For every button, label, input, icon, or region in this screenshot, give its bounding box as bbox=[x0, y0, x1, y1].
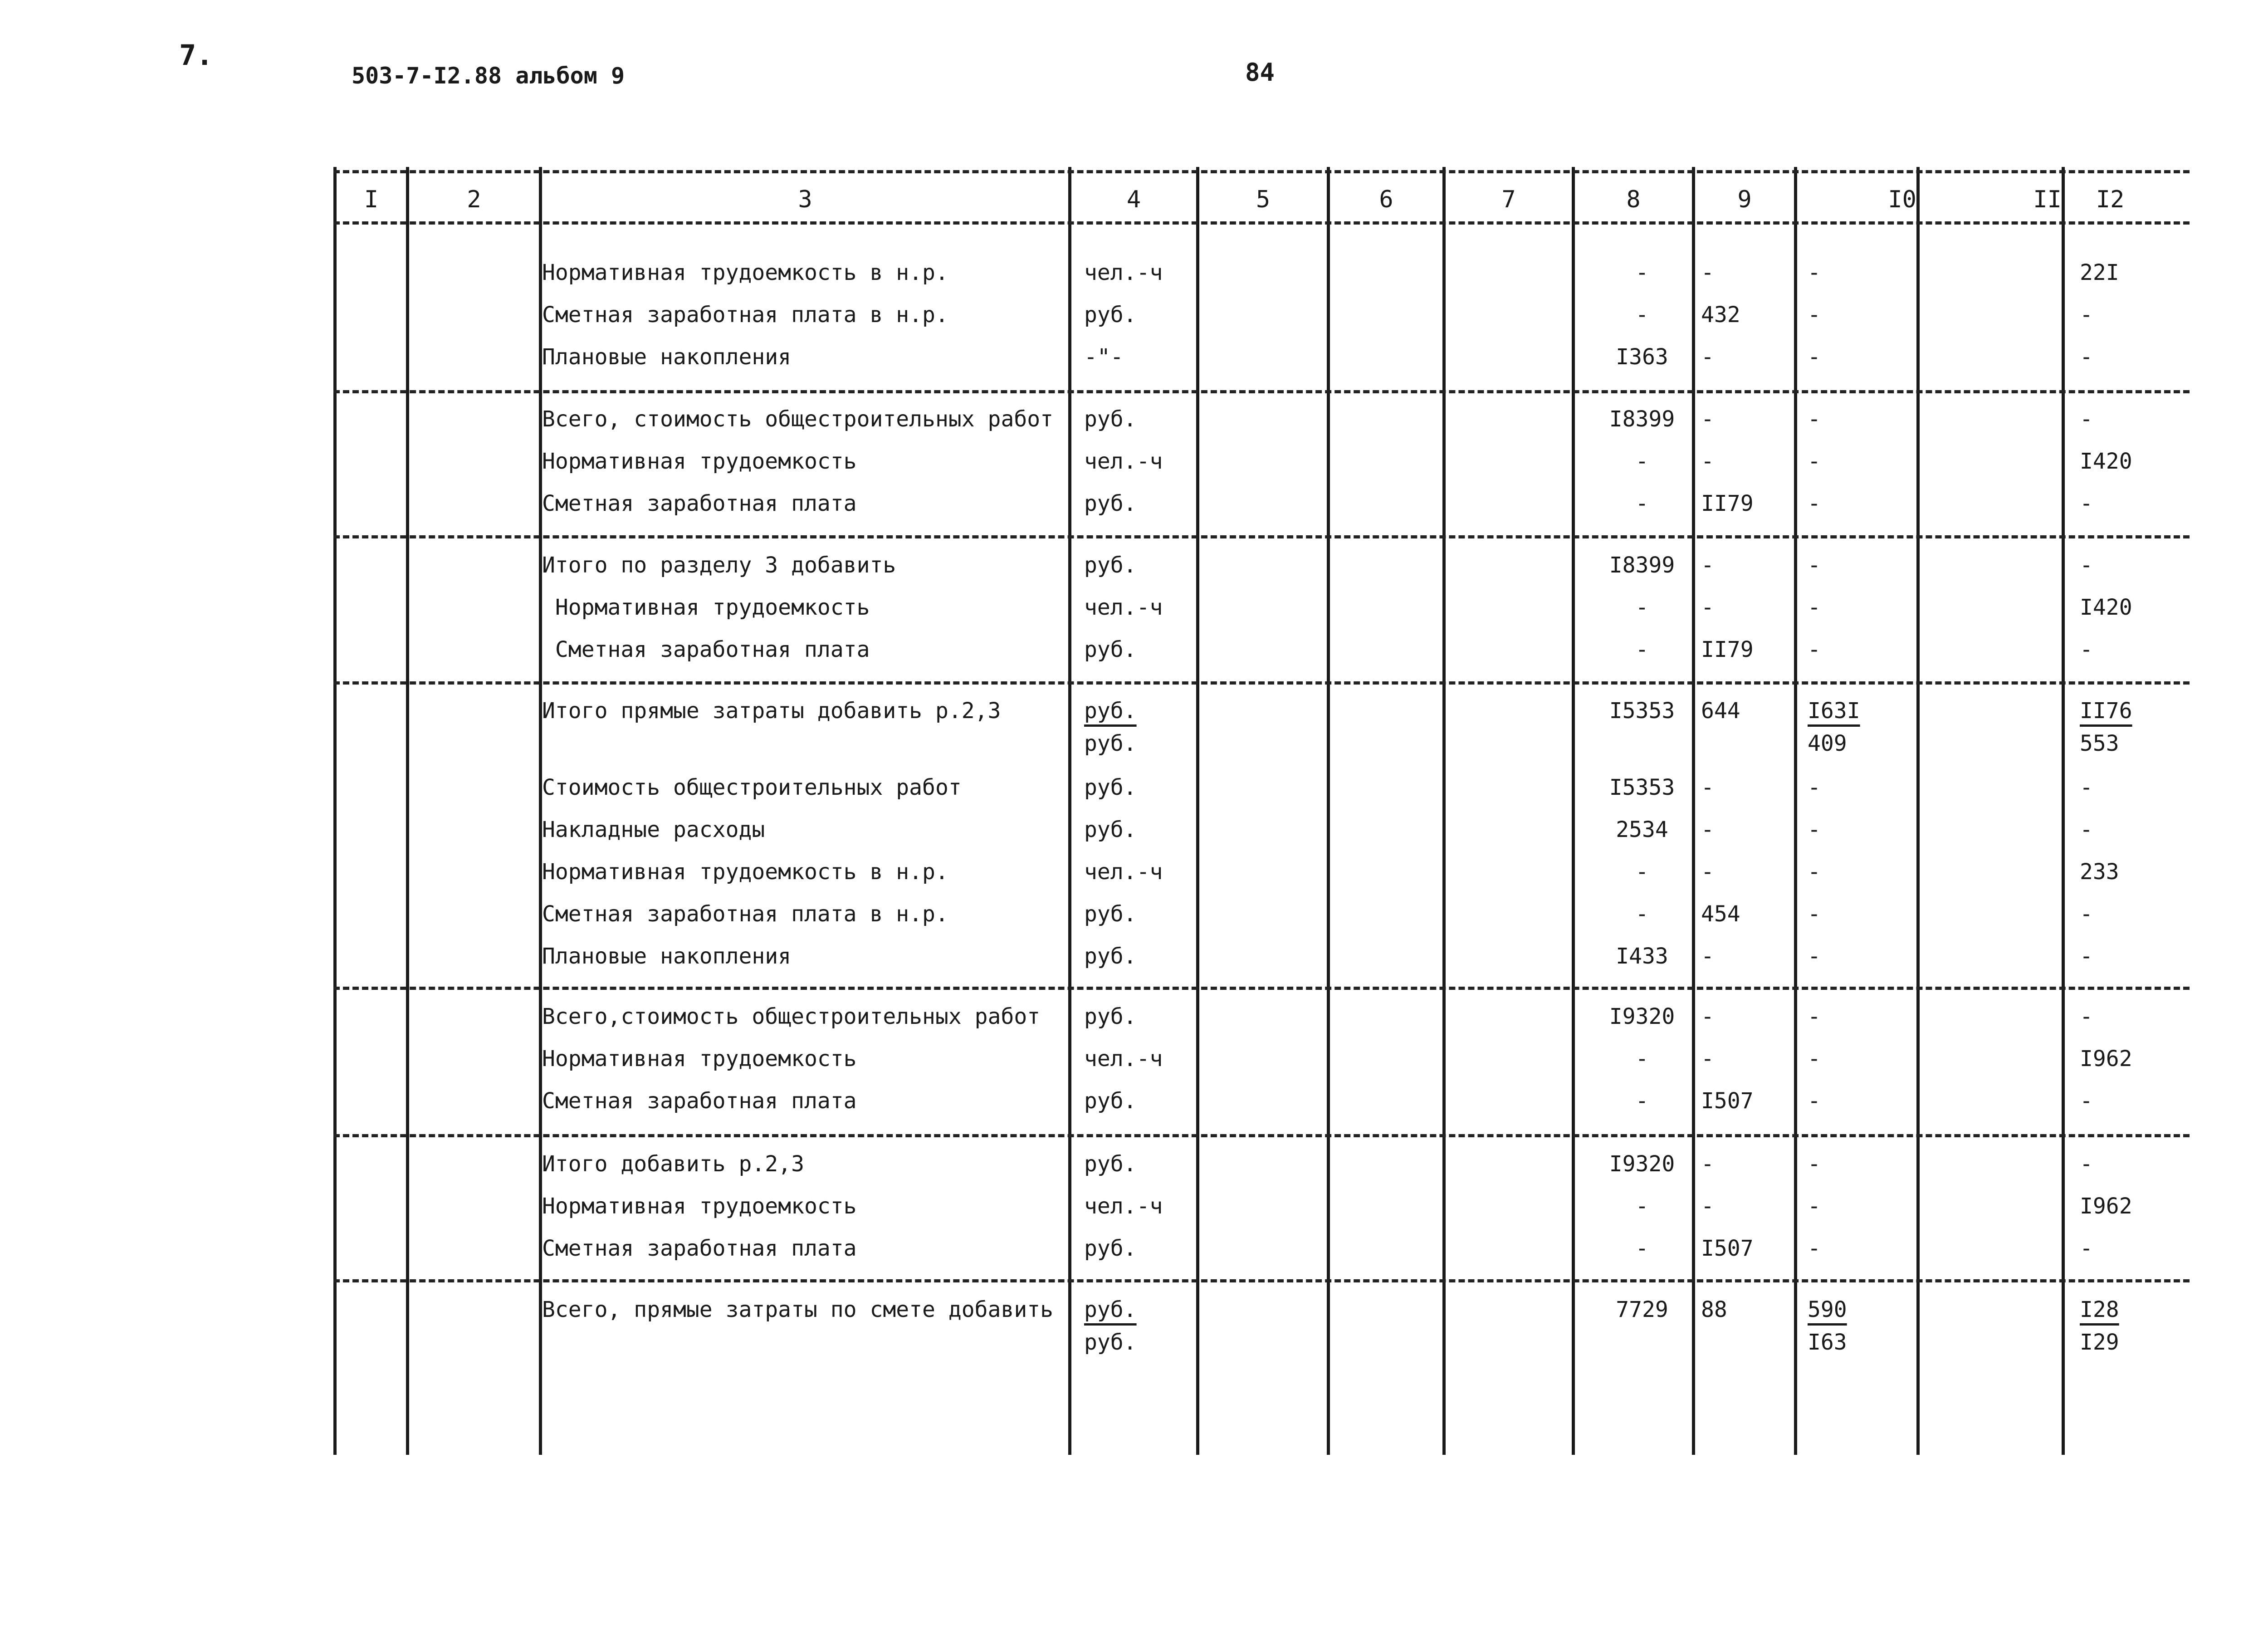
col10-value: - bbox=[1808, 302, 1821, 328]
col12-value: - bbox=[2080, 553, 2093, 578]
col8-value: - bbox=[1635, 1046, 1649, 1071]
item-name: Сметная заработная плата bbox=[542, 1236, 857, 1261]
item-unit: руб. bbox=[1084, 1004, 1137, 1029]
col10-value: I63I bbox=[1808, 698, 1860, 724]
col8-value: I363 bbox=[1616, 344, 1668, 370]
item-name: Сметная заработная плата в н.р. bbox=[542, 901, 948, 927]
item-unit: руб. bbox=[1084, 1151, 1137, 1177]
item-unit: руб. bbox=[1084, 637, 1137, 662]
table-row bbox=[0, 694, 2268, 762]
item-name: Сметная заработная плата в н.р. bbox=[542, 302, 948, 328]
item-name: Нормативная трудоемкость bbox=[542, 1194, 857, 1219]
col12-value: - bbox=[2080, 302, 2093, 328]
col12-value-secondary: 553 bbox=[2080, 731, 2119, 756]
item-name: Всего, стоимость общестроительных работ bbox=[542, 406, 1054, 432]
table-row bbox=[0, 483, 2268, 525]
item-unit: руб. bbox=[1084, 775, 1137, 800]
table-row bbox=[0, 1080, 2268, 1122]
column-header: II bbox=[2033, 186, 2062, 213]
col9-value: - bbox=[1701, 944, 1714, 969]
item-unit-secondary: руб. bbox=[1084, 1330, 1137, 1355]
column-header: 9 bbox=[1737, 186, 1752, 213]
item-unit: чел.-ч bbox=[1084, 449, 1163, 474]
item-unit: руб. bbox=[1084, 491, 1137, 516]
column-header: I0 bbox=[1888, 186, 1916, 213]
col12-value: I962 bbox=[2080, 1194, 2132, 1219]
section-separator bbox=[333, 987, 2190, 990]
col12-value: - bbox=[2080, 1236, 2093, 1261]
item-name: Нормативная трудоемкость bbox=[542, 1046, 857, 1071]
col12-value: II76 bbox=[2080, 698, 2132, 724]
col9-value: 644 bbox=[1701, 698, 1740, 724]
col9-value: - bbox=[1701, 260, 1714, 285]
item-name: Плановые накопления bbox=[542, 944, 792, 969]
column-header: 6 bbox=[1379, 186, 1393, 213]
item-name: Сметная заработная плата bbox=[542, 1088, 857, 1114]
col10-value: - bbox=[1808, 491, 1821, 516]
item-unit: руб. bbox=[1084, 1088, 1137, 1114]
col8-value: 7729 bbox=[1616, 1297, 1668, 1322]
corner-mark: 7. bbox=[179, 39, 213, 72]
col10-value: - bbox=[1808, 859, 1821, 885]
document-code: 503-7-I2.88 альбом 9 bbox=[352, 63, 625, 89]
col9-value: - bbox=[1701, 344, 1714, 370]
page-number: 84 bbox=[1245, 58, 1275, 87]
col8-value: 2534 bbox=[1616, 817, 1668, 842]
col10-value-secondary: 409 bbox=[1808, 731, 1847, 756]
col12-value: - bbox=[2080, 491, 2093, 516]
col10-value: - bbox=[1808, 1151, 1821, 1177]
col12-value: - bbox=[2080, 775, 2093, 800]
column-header: 8 bbox=[1626, 186, 1641, 213]
col10-value: - bbox=[1808, 595, 1821, 620]
header-separator bbox=[333, 221, 2190, 225]
col9-value: - bbox=[1701, 1004, 1714, 1029]
item-name: Стоимость общестроительных работ bbox=[542, 775, 962, 800]
col8-value: I9320 bbox=[1609, 1151, 1675, 1177]
col9-value: II79 bbox=[1701, 491, 1754, 516]
col9-value: - bbox=[1701, 775, 1714, 800]
table-row bbox=[0, 1185, 2268, 1228]
item-name: Итого по разделу 3 добавить bbox=[542, 553, 896, 578]
item-name: Накладные расходы bbox=[542, 817, 765, 842]
col9-value: - bbox=[1701, 406, 1714, 432]
column-header: 7 bbox=[1501, 186, 1516, 213]
col9-value: I507 bbox=[1701, 1236, 1754, 1261]
column-header: I bbox=[364, 186, 379, 213]
col9-value: - bbox=[1701, 449, 1714, 474]
col8-value: I8399 bbox=[1609, 553, 1675, 578]
table-row bbox=[0, 935, 2268, 978]
col12-value: I420 bbox=[2080, 595, 2132, 620]
col12-value: - bbox=[2080, 901, 2093, 927]
section-separator bbox=[333, 681, 2190, 685]
section-separator bbox=[333, 1134, 2190, 1137]
col12-value: - bbox=[2080, 1088, 2093, 1114]
item-unit: руб. bbox=[1084, 406, 1137, 432]
table-row bbox=[0, 587, 2268, 629]
col10-value: - bbox=[1808, 1046, 1821, 1071]
col12-value: - bbox=[2080, 944, 2093, 969]
item-name: Всего, прямые затраты по смете добавить bbox=[542, 1297, 1054, 1322]
item-name: Сметная заработная плата bbox=[542, 491, 857, 516]
column-header: I2 bbox=[2096, 186, 2125, 213]
col12-value-secondary: I29 bbox=[2080, 1330, 2119, 1355]
col9-value: - bbox=[1701, 1046, 1714, 1071]
item-name: Нормативная трудоемкость bbox=[542, 595, 870, 620]
item-unit: руб. bbox=[1084, 944, 1137, 969]
table-row bbox=[0, 809, 2268, 851]
item-unit: чел.-ч bbox=[1084, 1194, 1163, 1219]
item-unit-secondary: руб. bbox=[1084, 731, 1137, 756]
col9-value: - bbox=[1701, 859, 1714, 885]
col12-value: 233 bbox=[2080, 859, 2119, 885]
item-name: Нормативная трудоемкость в н.р. bbox=[542, 260, 948, 285]
item-name: Нормативная трудоемкость в н.р. bbox=[542, 859, 948, 885]
item-unit: руб. bbox=[1084, 1297, 1137, 1322]
col9-value: - bbox=[1701, 817, 1714, 842]
col10-value: - bbox=[1808, 1088, 1821, 1114]
col10-value: - bbox=[1808, 406, 1821, 432]
col8-value: I8399 bbox=[1609, 406, 1675, 432]
item-unit: руб. bbox=[1084, 1236, 1137, 1261]
item-unit: руб. bbox=[1084, 553, 1137, 578]
section-separator bbox=[333, 535, 2190, 538]
item-unit: -"- bbox=[1084, 344, 1124, 370]
col12-value: I962 bbox=[2080, 1046, 2132, 1071]
table-row bbox=[0, 996, 2268, 1038]
table-row bbox=[0, 1228, 2268, 1270]
col12-value: - bbox=[2080, 637, 2093, 662]
col8-value: - bbox=[1635, 1194, 1649, 1219]
item-name: Нормативная трудоемкость bbox=[542, 449, 857, 474]
table-row bbox=[0, 851, 2268, 893]
col8-value: - bbox=[1635, 637, 1649, 662]
table-row bbox=[0, 629, 2268, 671]
col9-value: - bbox=[1701, 1151, 1714, 1177]
col10-value: - bbox=[1808, 901, 1821, 927]
item-unit: руб. bbox=[1084, 901, 1137, 927]
col9-value: I507 bbox=[1701, 1088, 1754, 1114]
column-header: 2 bbox=[467, 186, 481, 213]
col10-value: - bbox=[1808, 449, 1821, 474]
section-separator bbox=[333, 1279, 2190, 1282]
table-row bbox=[0, 252, 2268, 294]
item-unit: руб. bbox=[1084, 698, 1137, 724]
col8-value: - bbox=[1635, 901, 1649, 927]
table-row bbox=[0, 1038, 2268, 1080]
col10-value: - bbox=[1808, 553, 1821, 578]
table-row bbox=[0, 398, 2268, 440]
col8-value: I5353 bbox=[1609, 775, 1675, 800]
item-unit: чел.-ч bbox=[1084, 1046, 1163, 1071]
col8-value: - bbox=[1635, 260, 1649, 285]
column-header: 5 bbox=[1256, 186, 1271, 213]
item-name: Всего,стоимость общестроительных работ bbox=[542, 1004, 1041, 1029]
col8-value: - bbox=[1635, 449, 1649, 474]
table-row bbox=[0, 440, 2268, 483]
col8-value: - bbox=[1635, 859, 1649, 885]
col10-value: - bbox=[1808, 1236, 1821, 1261]
col8-value: - bbox=[1635, 1236, 1649, 1261]
col8-value: I9320 bbox=[1609, 1004, 1675, 1029]
col8-value: I433 bbox=[1616, 944, 1668, 969]
col10-value: - bbox=[1808, 944, 1821, 969]
col8-value: I5353 bbox=[1609, 698, 1675, 724]
col9-value: - bbox=[1701, 595, 1714, 620]
col10-value: - bbox=[1808, 260, 1821, 285]
col10-value: - bbox=[1808, 344, 1821, 370]
col8-value: - bbox=[1635, 491, 1649, 516]
item-name: Плановые накопления bbox=[542, 344, 792, 370]
table-row bbox=[0, 893, 2268, 935]
col12-value: - bbox=[2080, 344, 2093, 370]
item-unit: чел.-ч bbox=[1084, 260, 1163, 285]
col9-value: 88 bbox=[1701, 1297, 1727, 1322]
col12-value: 22I bbox=[2080, 260, 2119, 285]
table-row bbox=[0, 294, 2268, 336]
col12-value: - bbox=[2080, 817, 2093, 842]
col10-value-secondary: I63 bbox=[1808, 1330, 1847, 1355]
item-name: Итого прямые затраты добавить р.2,3 bbox=[542, 698, 1001, 724]
col12-value: - bbox=[2080, 406, 2093, 432]
item-unit: руб. bbox=[1084, 302, 1137, 328]
section-separator bbox=[333, 390, 2190, 393]
table-row bbox=[0, 1143, 2268, 1185]
col10-value: - bbox=[1808, 637, 1821, 662]
col9-value: 432 bbox=[1701, 302, 1740, 328]
col10-value: - bbox=[1808, 1194, 1821, 1219]
col9-value: II79 bbox=[1701, 637, 1754, 662]
col12-value: - bbox=[2080, 1004, 2093, 1029]
item-name: Итого добавить р.2,3 bbox=[542, 1151, 804, 1177]
col8-value: - bbox=[1635, 1088, 1649, 1114]
table-row bbox=[0, 767, 2268, 809]
table-row bbox=[0, 544, 2268, 587]
item-name: Сметная заработная плата bbox=[542, 637, 870, 662]
col10-value: - bbox=[1808, 1004, 1821, 1029]
col10-value: - bbox=[1808, 817, 1821, 842]
table-row bbox=[0, 336, 2268, 378]
col8-value: - bbox=[1635, 302, 1649, 328]
item-unit: руб. bbox=[1084, 817, 1137, 842]
col12-value: - bbox=[2080, 1151, 2093, 1177]
column-header: 4 bbox=[1126, 186, 1141, 213]
col9-value: - bbox=[1701, 1194, 1714, 1219]
col10-value: - bbox=[1808, 775, 1821, 800]
col9-value: 454 bbox=[1701, 901, 1740, 927]
table-top-border bbox=[333, 170, 2190, 173]
col10-value: 590 bbox=[1808, 1297, 1847, 1322]
column-header: 3 bbox=[798, 186, 812, 213]
col9-value: - bbox=[1701, 553, 1714, 578]
col12-value: I420 bbox=[2080, 449, 2132, 474]
item-unit: чел.-ч bbox=[1084, 595, 1163, 620]
col12-value: I28 bbox=[2080, 1297, 2119, 1322]
table-row bbox=[0, 1293, 2268, 1361]
col8-value: - bbox=[1635, 595, 1649, 620]
item-unit: чел.-ч bbox=[1084, 859, 1163, 885]
